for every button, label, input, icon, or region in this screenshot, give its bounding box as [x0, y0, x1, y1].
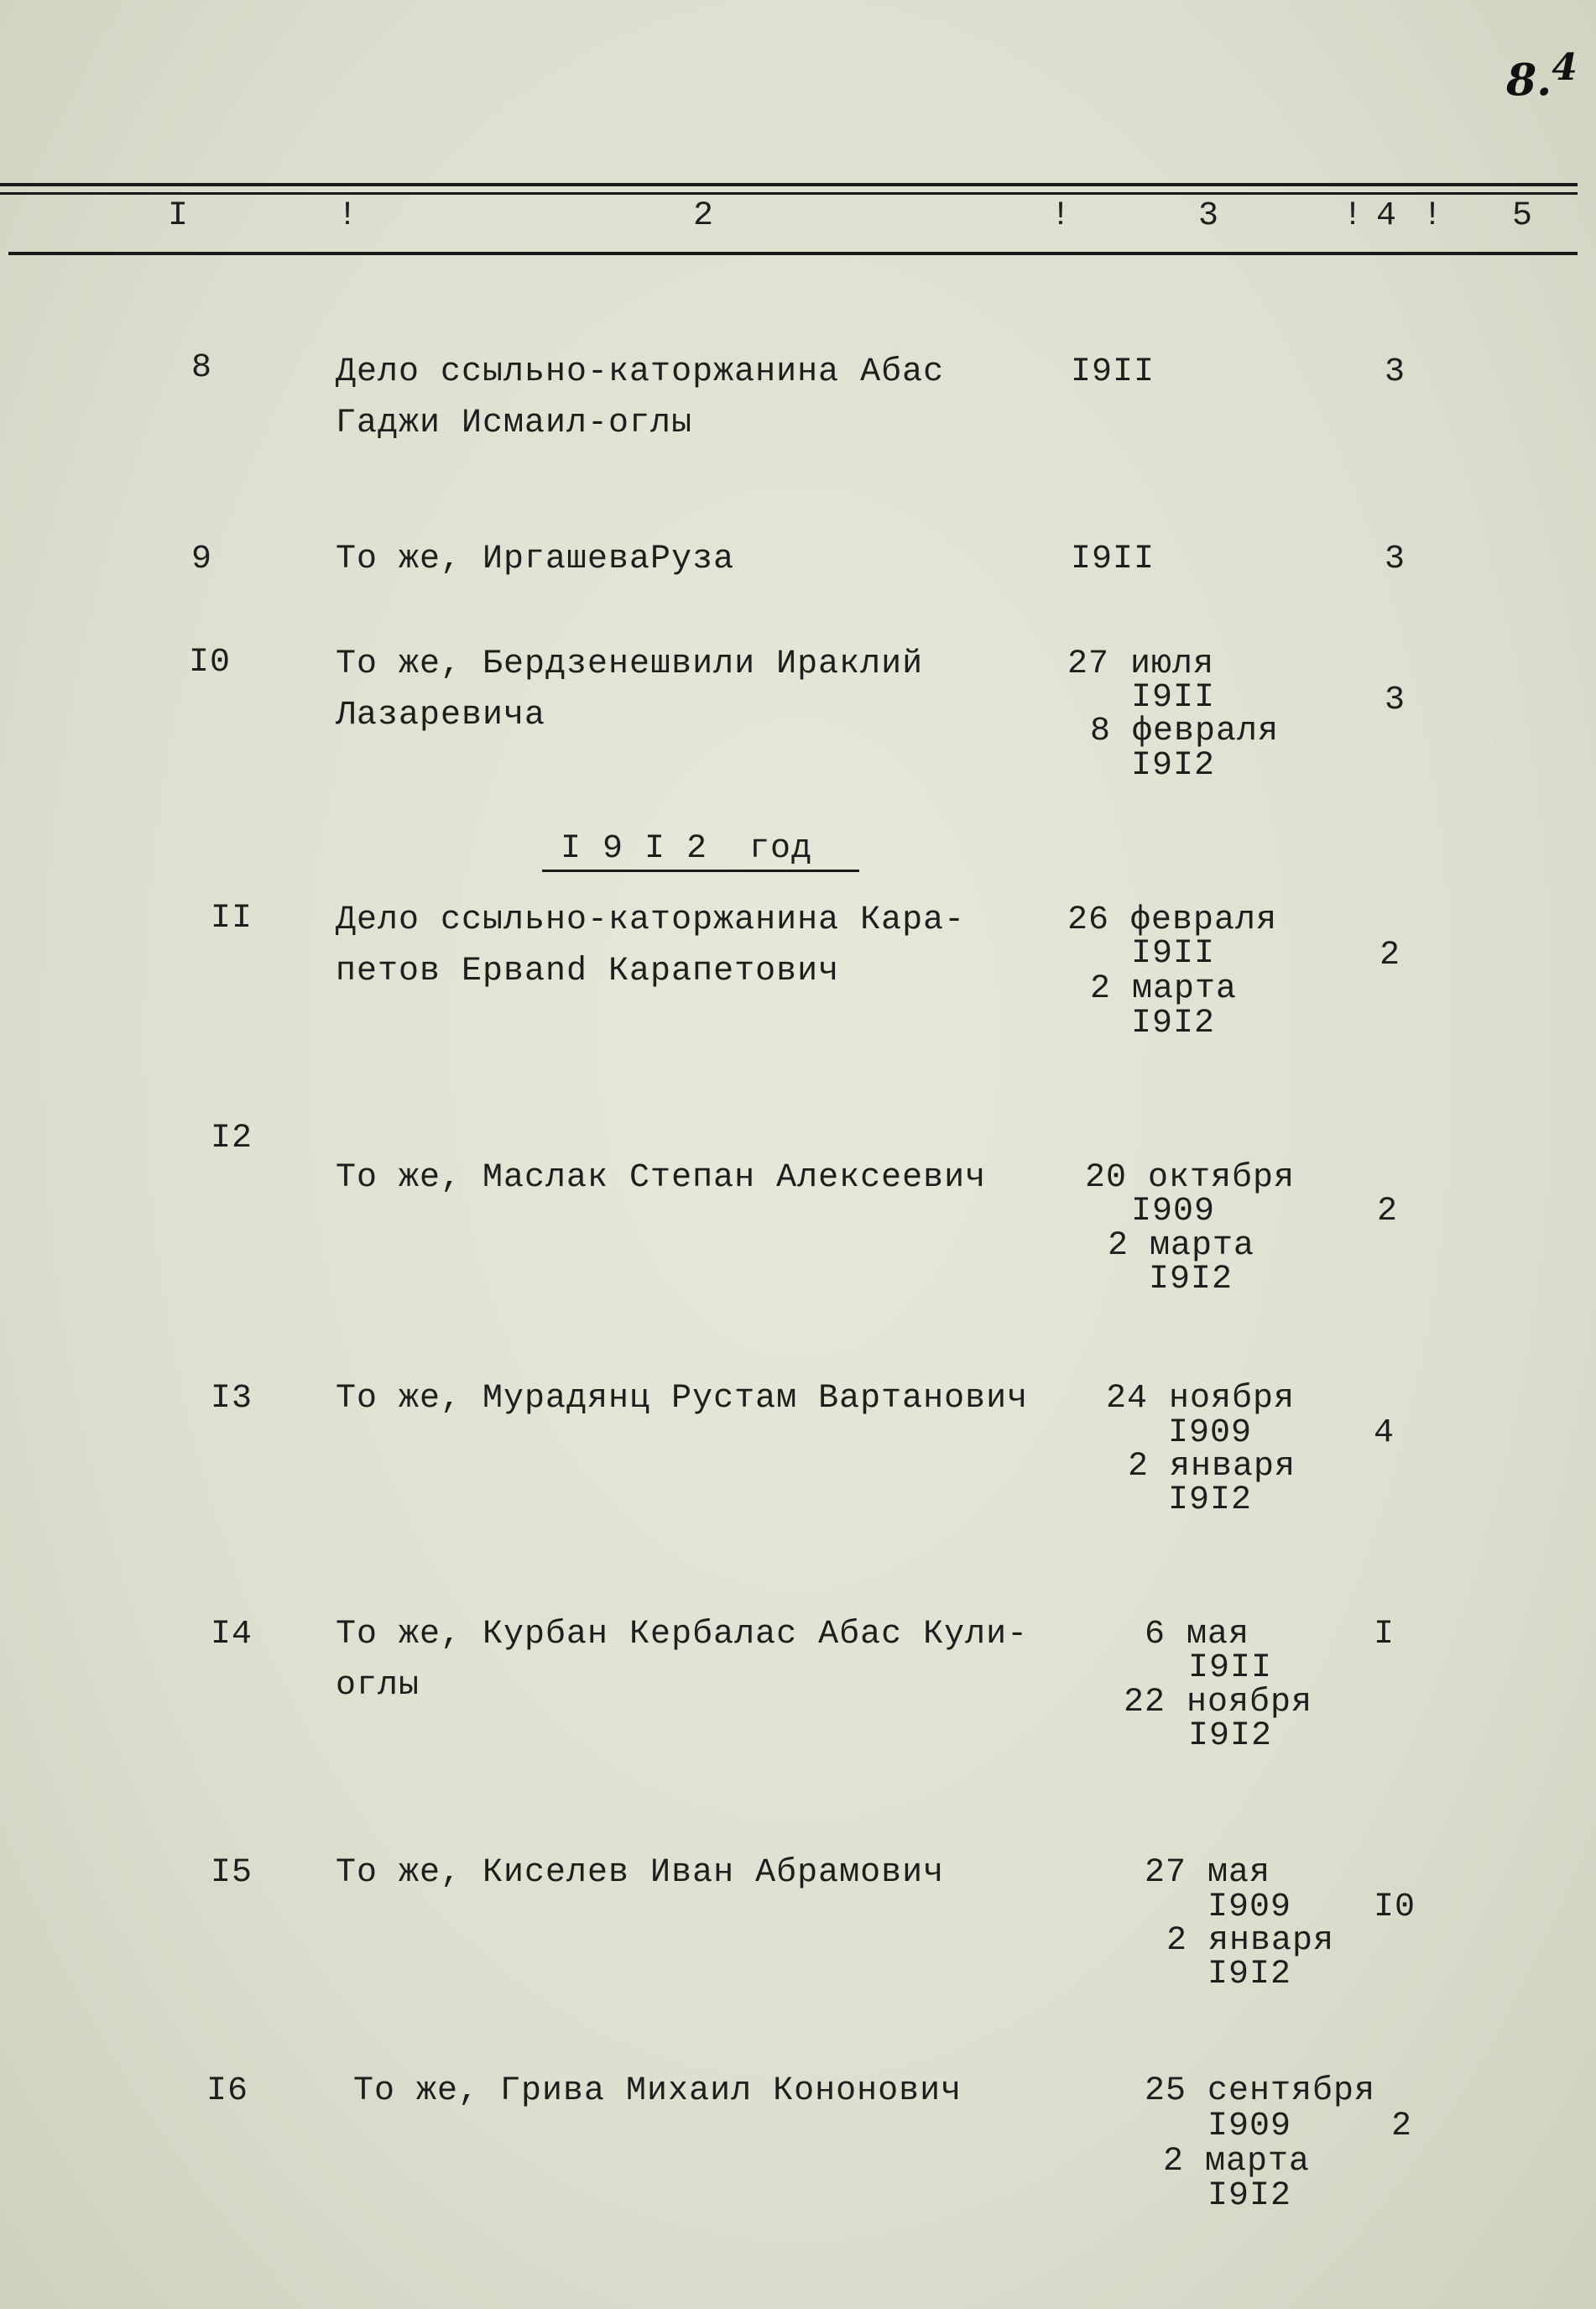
header-col-4: 4: [1376, 197, 1398, 235]
entry-sheet-count: 2: [1377, 1193, 1399, 1230]
entry-title-line: Гаджи Исмаил-оглы: [336, 405, 693, 442]
entry-title-line: То же, Грива Михаил Кононович: [353, 2072, 962, 2110]
entry-title-line: оглы: [336, 1667, 420, 1705]
entry-number: I3: [211, 1380, 253, 1418]
entry-date-line: 2 января: [1128, 1448, 1296, 1486]
entry-title-line: Дело ссыльно-каторжанина Абас: [336, 353, 945, 391]
entry-date-line: 20 октября: [1085, 1159, 1296, 1197]
header-col-1: I: [168, 197, 190, 235]
header-sep-4: !: [1422, 197, 1444, 235]
entry-sheet-count: I: [1374, 1616, 1395, 1653]
entry-title-line: Дело ссыльно-каторжанина Кара-: [336, 901, 966, 939]
section-heading-year: I 9 I 2 год: [561, 830, 813, 868]
entry-title-line: То же, Мурадянц Рустам Вартанович: [336, 1380, 1029, 1418]
entry-date-line: I9II: [1131, 935, 1216, 973]
entry-sheet-count: I0: [1374, 1888, 1416, 1926]
header-col-3: 3: [1198, 197, 1220, 235]
entry-sheet-count: 2: [1391, 2108, 1413, 2145]
header-top-rule-2: [0, 192, 1578, 195]
entry-date-line: I9I2: [1131, 1005, 1216, 1042]
header-bottom-rule: [8, 252, 1578, 255]
entry-date-line: I9II: [1071, 353, 1155, 391]
header-sep-2: !: [1051, 197, 1072, 235]
entry-date-line: I909: [1168, 1414, 1253, 1452]
entry-date-line: I9I2: [1207, 1956, 1292, 1993]
section-heading-underline: [542, 870, 859, 872]
entry-date-line: 27 мая: [1145, 1854, 1271, 1892]
entry-date-line: 2 марта: [1163, 2143, 1311, 2181]
entry-title-line: То же, Бердзенешвили Ираклий: [336, 645, 924, 683]
header-col-2: 2: [693, 197, 715, 235]
header-sep-3: !: [1343, 197, 1364, 235]
entry-date-line: 25 сентября: [1145, 2072, 1376, 2110]
entry-date-line: 22 ноября: [1124, 1684, 1313, 1721]
header-top-rule: [0, 183, 1578, 186]
entry-date-line: 2 марта: [1090, 970, 1238, 1008]
entry-number: I0: [189, 644, 232, 682]
entry-date-line: I9I2: [1131, 747, 1216, 785]
entry-sheet-count: 4: [1374, 1414, 1395, 1452]
entry-date-line: I9II: [1131, 679, 1216, 717]
entry-date-line: 2 марта: [1108, 1227, 1255, 1265]
entry-number: 8: [191, 349, 213, 387]
entry-sheet-count: 3: [1385, 353, 1406, 391]
entry-date-line: I909: [1207, 1888, 1292, 1926]
entry-number: I6: [206, 2072, 249, 2110]
header-col-5: 5: [1512, 197, 1534, 235]
entry-number: II: [211, 900, 253, 938]
entry-number: I4: [211, 1616, 253, 1653]
entry-title-line: То же, Маслак Степан Алексеевич: [336, 1159, 987, 1197]
entry-date-line: I9I2: [1149, 1261, 1234, 1298]
entry-date-line: I9I2: [1188, 1717, 1273, 1755]
entry-title-line: Лазаревича: [336, 697, 546, 734]
entry-sheet-count: 3: [1385, 541, 1406, 578]
entry-date-line: I9I2: [1207, 2177, 1292, 2215]
entry-title-line: То же, Курбан Кербалас Абас Кули-: [336, 1616, 1029, 1653]
entry-date-line: 6 мая: [1145, 1616, 1250, 1653]
entry-date-line: I9II: [1071, 541, 1155, 578]
entry-sheet-count: 2: [1380, 937, 1401, 974]
entry-date-line: I9I2: [1168, 1481, 1253, 1519]
entry-number: I5: [211, 1854, 253, 1892]
folio-main: 8.: [1506, 55, 1552, 107]
entry-date-line: I9II: [1188, 1649, 1273, 1687]
entry-date-line: 2 января: [1166, 1922, 1335, 1960]
entry-date-line: I909: [1207, 2108, 1292, 2145]
folio-number: [1506, 46, 1578, 106]
entry-date-line: I909: [1131, 1193, 1216, 1230]
entry-title-line: петов Ервand Карапетович: [336, 953, 840, 990]
header-sep-1: !: [337, 197, 359, 235]
entry-date-line: 27 июля: [1067, 645, 1215, 683]
entry-sheet-count: 3: [1385, 682, 1406, 719]
entry-number: 9: [191, 541, 213, 578]
entry-number: I2: [211, 1120, 253, 1157]
folio-sup: 4: [1552, 46, 1578, 89]
entry-title-line: То же, Киселев Иван Абрамович: [336, 1854, 945, 1892]
entry-date-line: 8 февраля: [1090, 713, 1280, 750]
entry-title-line: То же, ИргашеваРуза: [336, 541, 735, 578]
entry-date-line: 26 февраля: [1067, 901, 1278, 939]
entry-date-line: 24 ноября: [1106, 1380, 1296, 1418]
